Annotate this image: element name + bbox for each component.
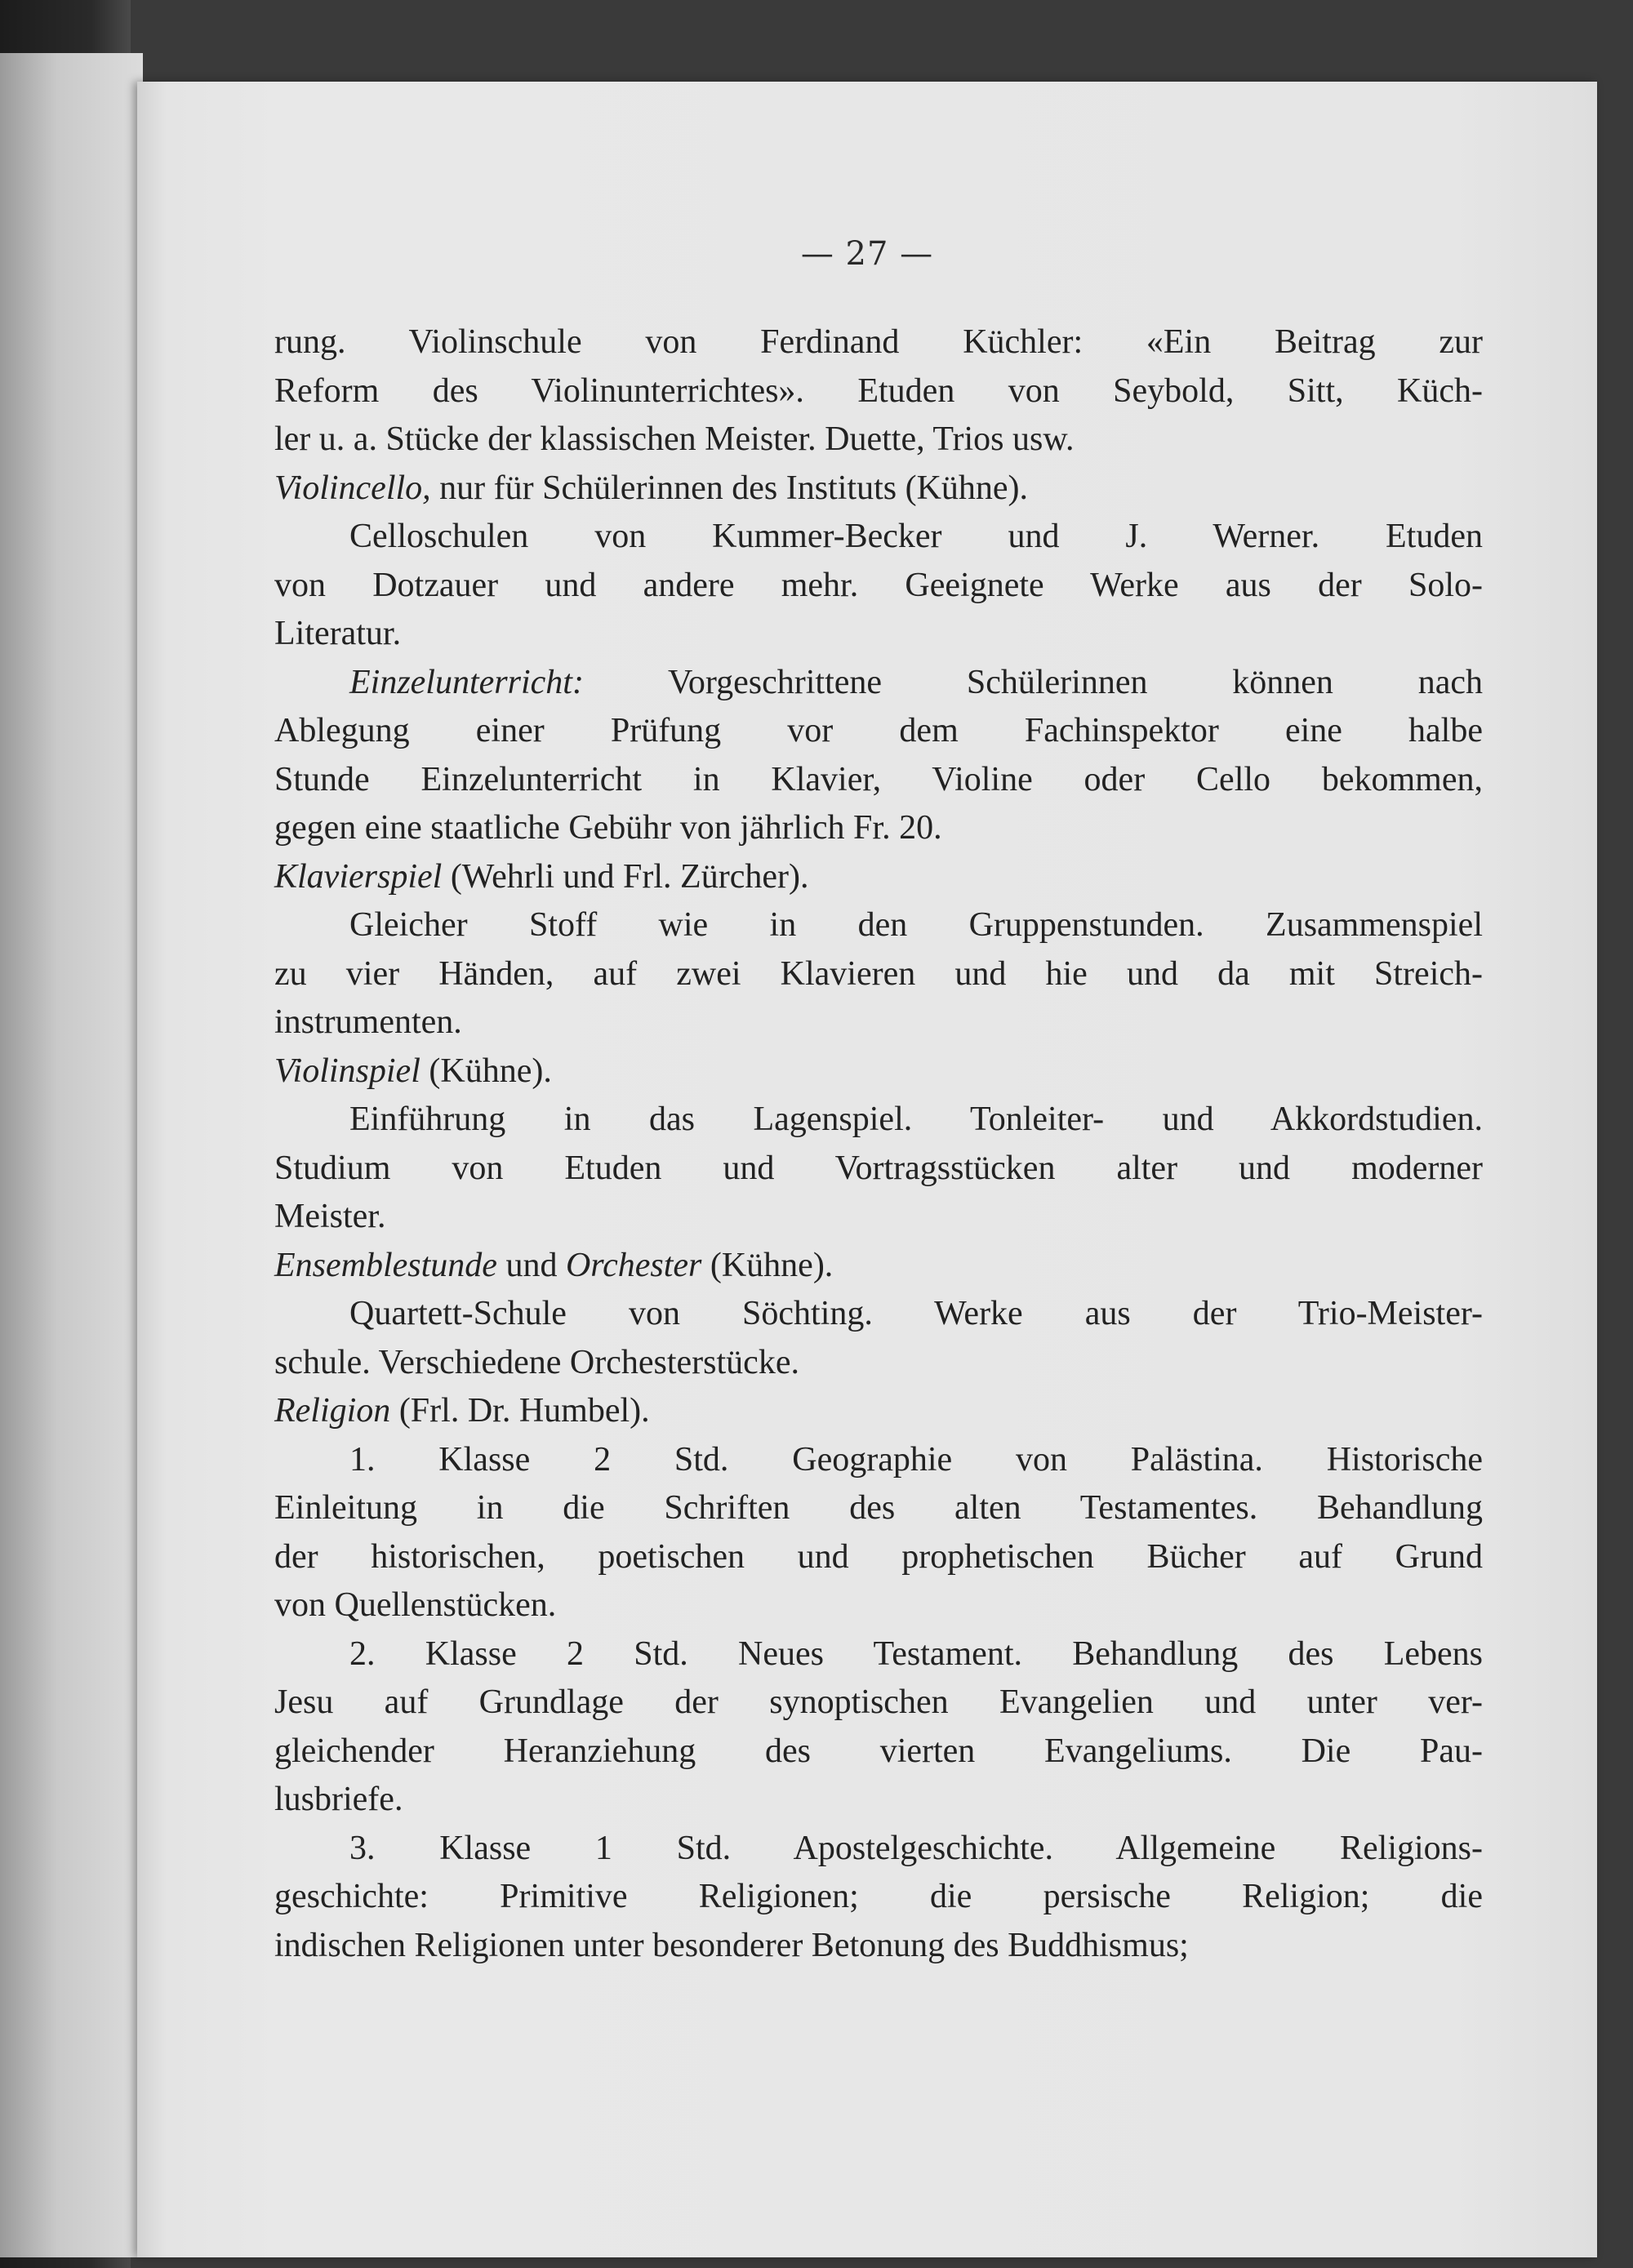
text-line: 3. Klasse 1 Std. Apostelgeschichte. Allgemeine Religions-: [349, 1829, 1483, 1867]
section-title: Einzelunterricht:: [349, 663, 584, 701]
text-line: ler u. a. Stücke der klassischen Meister. Duette, Trios usw.: [274, 420, 1075, 458]
section-heading-rest: (Kühne).: [701, 1246, 834, 1284]
book-page: [137, 82, 1597, 2257]
text-line: Ablegung einer Prüfung vor dem Fachinspektor eine halbe: [274, 712, 1483, 749]
text-line: Studium von Etuden und Vortragsstücken alter und moderner: [274, 1149, 1483, 1187]
text-line: indischen Religionen unter besonderer Betonung des Buddhismus;: [274, 1926, 1189, 1964]
text-line: Einführung in das Lagenspiel. Tonleiter- und Akkordstudien.: [349, 1101, 1483, 1138]
previous-page-edge: [0, 53, 143, 2257]
text-line: rung. Violinschule von Ferdinand Küchler: «Ein Beitrag zur: [274, 323, 1483, 361]
paragraph: [274, 901, 1483, 1047]
text-line: 2. Klasse 2 Std. Neues Testament. Behandlung des Lebens: [349, 1634, 1483, 1673]
text-line: Einleitung in die Schriften des alten Testamentes. Behandlung: [274, 1489, 1483, 1527]
paragraph: [274, 465, 1483, 514]
paragraph: [274, 853, 1483, 902]
text-line: Reform des Violinunterrichtes». Etuden von Seybold, Sitt, Küch-: [274, 371, 1483, 410]
text-line: Jesu auf Grundlage der synoptischen Evangelien und unter ver-: [274, 1683, 1483, 1721]
paragraph: [274, 513, 1483, 659]
paragraph: [274, 1096, 1483, 1242]
text-line: schule. Verschiedene Orchesterstücke.: [274, 1343, 799, 1381]
section-title: Ensemblestunde: [274, 1246, 497, 1284]
paragraph: [274, 1825, 1483, 1971]
text-line: von Quellenstücken.: [274, 1586, 557, 1624]
paragraph: [274, 1047, 1483, 1096]
paragraph: [274, 1290, 1483, 1387]
text-line: geschichte: Primitive Religionen; die persische Religion; die: [274, 1878, 1483, 1915]
text-line: gleichender Heranziehung des vierten Evangeliums. Die Pau-: [274, 1732, 1483, 1770]
section-title: Violincello,: [274, 469, 431, 507]
paragraph: [274, 1242, 1483, 1291]
section-heading: [274, 1242, 1483, 1291]
section-heading-rest: (Kühne).: [420, 1052, 552, 1090]
section-heading: [274, 1047, 1483, 1096]
text-line: 1. Klasse 2 Std. Geographie von Palästina. Historische: [349, 1440, 1483, 1479]
page-text: [274, 318, 1483, 1970]
paragraph: [274, 318, 1483, 465]
text-line: lusbriefe.: [274, 1781, 403, 1818]
section-heading-rest: und: [496, 1246, 566, 1284]
section-heading-rest: (Wehrli und Frl. Zürcher).: [442, 857, 809, 896]
text-line: zu vier Händen, auf zwei Klavieren und hie und da mit Streich-: [274, 954, 1483, 993]
section-heading-rest: nur für Schülerinnen des Instituts (Kühne).: [430, 469, 1029, 507]
section-heading: [274, 853, 1483, 902]
section-title: Violinspiel: [274, 1052, 420, 1090]
section-heading: [274, 659, 1483, 708]
text-line: Celloschulen von Kummer-Becker und J. Werner. Etuden: [349, 518, 1483, 555]
paragraph: [274, 1387, 1483, 1436]
section-title: Orchester: [565, 1246, 702, 1284]
section-heading-rest: Vorgeschrittene Schülerinnen können nach: [583, 663, 1483, 701]
page-number: — 27 —: [800, 235, 934, 273]
text-line: der historischen, poetischen und prophetischen Bücher auf Grund: [274, 1537, 1483, 1576]
section-heading-rest: (Frl. Dr. Humbel).: [390, 1392, 650, 1430]
section-heading: [274, 465, 1483, 514]
section-heading: [274, 1387, 1483, 1436]
text-line: Gleicher Stoff wie in den Gruppenstunden. Zusammenspiel: [349, 906, 1483, 944]
paragraph: [274, 1436, 1483, 1630]
text-line: Literatur.: [274, 615, 402, 652]
paragraph: [274, 659, 1483, 853]
text-line: Meister.: [274, 1198, 386, 1235]
text-line: Quartett-Schule von Söchting. Werke aus der Trio-Meister-: [349, 1295, 1483, 1332]
text-line: von Dotzauer und andere mehr. Geeignete Werke aus der Solo-: [274, 566, 1483, 604]
text-line: Stunde Einzelunterricht in Klavier, Violine oder Cello bekommen,: [274, 760, 1483, 798]
paragraph: [274, 1630, 1483, 1825]
section-title: Religion: [274, 1392, 391, 1430]
section-title: Klavierspiel: [274, 857, 443, 896]
text-line: gegen eine staatliche Gebühr von jährlich Fr. 20.: [274, 809, 942, 847]
text-line: instrumenten.: [274, 1003, 462, 1041]
